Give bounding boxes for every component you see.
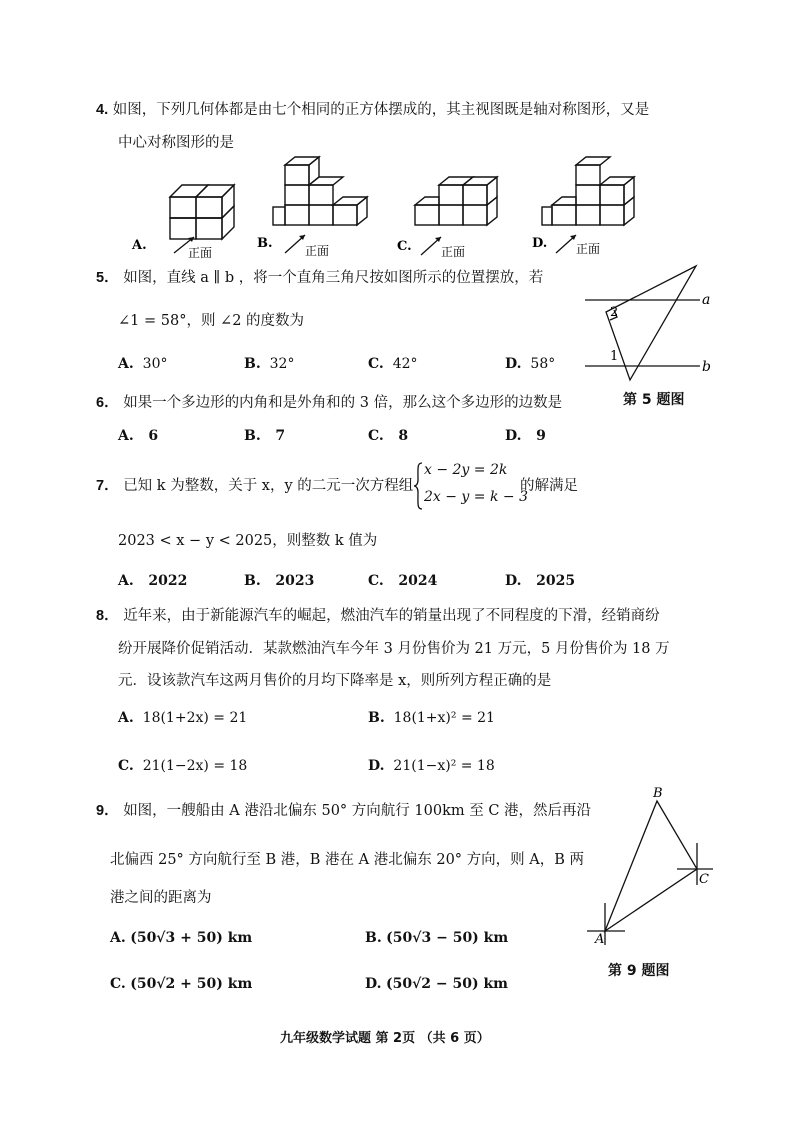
q7-option-c[interactable]: C. 2024 — [368, 573, 438, 589]
q4-option-b-label: B. — [257, 236, 273, 251]
q4-option-d-front: 正面 — [576, 242, 601, 256]
q7-option-b[interactable]: B. 2023 — [244, 573, 315, 589]
q6-option-a[interactable]: A. 6 — [118, 428, 159, 444]
q5-label-b: b — [702, 359, 711, 375]
q9-option-c[interactable]: C. (50√2 + 50) km — [110, 976, 253, 992]
q6-line1 — [96, 395, 562, 412]
q4-option-b-front: 正面 — [305, 244, 330, 258]
q9-stem: 如图，一艘船由 A 港沿北偏东 50° 方向航行 100km 至 C 港，然后再沿 — [123, 803, 592, 819]
q4-figure-a — [130, 165, 260, 260]
q6-stem: 如果一个多边形的内角和是外角和的 3 倍，那么这个多边形的边数是 — [123, 395, 563, 411]
q4-option-d-label: D. — [532, 236, 548, 251]
q8-option-d[interactable]: D. 21(1−x)² = 18 — [368, 758, 495, 774]
q8-line3: 元．设该款汽车这两月售价的月均下降率是 x，则所列方程正确的是 — [118, 673, 552, 689]
q8-line1 — [96, 608, 660, 625]
q7-stem: 已知 k 为整数，关于 x，y 的二元一次方程组 — [123, 478, 414, 494]
q9-option-d[interactable]: D. (50√2 − 50) km — [365, 976, 508, 992]
q4-line1 — [96, 102, 649, 119]
q5-stem: 如图，直线 a ∥ b ，将一个直角三角尺按如图所示的位置摆放，若 — [123, 270, 544, 286]
q7-equation-2: 2x − y = k − 3 — [424, 489, 528, 505]
q7-option-d[interactable]: D. 2025 — [505, 573, 576, 589]
q7-option-a[interactable]: A. 2022 — [118, 573, 188, 589]
q5-option-b[interactable]: B. 32° — [244, 356, 295, 372]
q5-angle-1: 1 — [610, 349, 619, 364]
q9-line2: 北偏西 25° 方向航行至 B 港，B 港在 A 港北偏东 20° 方向，则 A，B 两 — [110, 852, 585, 868]
q5-label-a: a — [702, 292, 711, 308]
q9-number: 9． — [96, 803, 119, 819]
q8-option-c[interactable]: C. 21(1−2x) = 18 — [118, 758, 248, 774]
q5-option-d[interactable]: D. 58° — [505, 356, 556, 372]
q9-label-c: C — [699, 872, 709, 887]
q5-option-c[interactable]: C. 42° — [368, 356, 418, 372]
q8-option-b[interactable]: B. 18(1+x)² = 21 — [368, 710, 495, 726]
q7-equation-1: x − 2y = 2k — [424, 462, 508, 478]
q4-figure-c — [395, 170, 525, 260]
q4-figure-d — [530, 155, 660, 260]
q7-brace — [413, 462, 423, 510]
q7-line1 — [96, 478, 413, 495]
q9-option-b[interactable]: B. (50√3 − 50) km — [365, 930, 509, 946]
q6-option-b[interactable]: B. 7 — [244, 428, 286, 444]
q9-option-a[interactable]: A. (50√3 + 50) km — [110, 930, 253, 946]
q4-option-a-label: A. — [132, 238, 147, 253]
q7-line2: 2023 < x − y < 2025，则整数 k 值为 — [118, 533, 378, 549]
page-footer: 九年级数学试题 第 2页 （共 6 页） — [280, 1031, 490, 1046]
q4-stem: 如图，下列几何体都是由七个相同的正方体摆成的，其主视图既是轴对称图形，又是 — [112, 102, 650, 118]
q5-angle-2: 2 — [610, 305, 619, 320]
q7-number: 7． — [96, 478, 119, 494]
q5-number: 5． — [96, 270, 119, 286]
q7-stem-post: 的解满足 — [520, 478, 578, 494]
q8-option-a[interactable]: A. 18(1+2x) = 21 — [118, 710, 248, 726]
q5-option-a[interactable]: A. 30° — [118, 356, 168, 372]
q9-label-b: B — [653, 786, 663, 801]
q5-line2: ∠1 = 58°，则 ∠2 的度数为 — [118, 313, 305, 329]
q9-line1 — [96, 803, 591, 820]
q9-label-a: A — [595, 932, 605, 947]
q8-number: 8． — [96, 608, 119, 624]
q4-option-c-label: C. — [397, 239, 412, 254]
q5-caption: 第 5 题图 — [623, 392, 685, 408]
q4-option-a-front: 正面 — [188, 246, 213, 260]
q4-option-c-front: 正面 — [441, 245, 466, 259]
q8-stem: 近年来，由于新能源汽车的崛起，燃油汽车的销量出现了不同程度的下滑，经销商纷 — [123, 608, 660, 624]
q9-caption: 第 9 题图 — [608, 963, 670, 979]
q9-figure — [585, 785, 725, 950]
q6-option-c[interactable]: C. 8 — [368, 428, 409, 444]
q4-number: 4. — [96, 102, 109, 118]
q8-line2: 纷开展降价促销活动．某款燃油汽车今年 3 月份售价为 21 万元，5 月份售价为 18 万 — [118, 641, 670, 657]
q5-figure — [580, 262, 720, 382]
q5-line1 — [96, 270, 543, 287]
q4-figure-b — [255, 155, 385, 260]
q4-line2: 中心对称图形的是 — [118, 135, 234, 151]
q6-number: 6． — [96, 395, 119, 411]
q6-option-d[interactable]: D. 9 — [505, 428, 546, 444]
q9-line3: 港之间的距离为 — [110, 890, 212, 906]
